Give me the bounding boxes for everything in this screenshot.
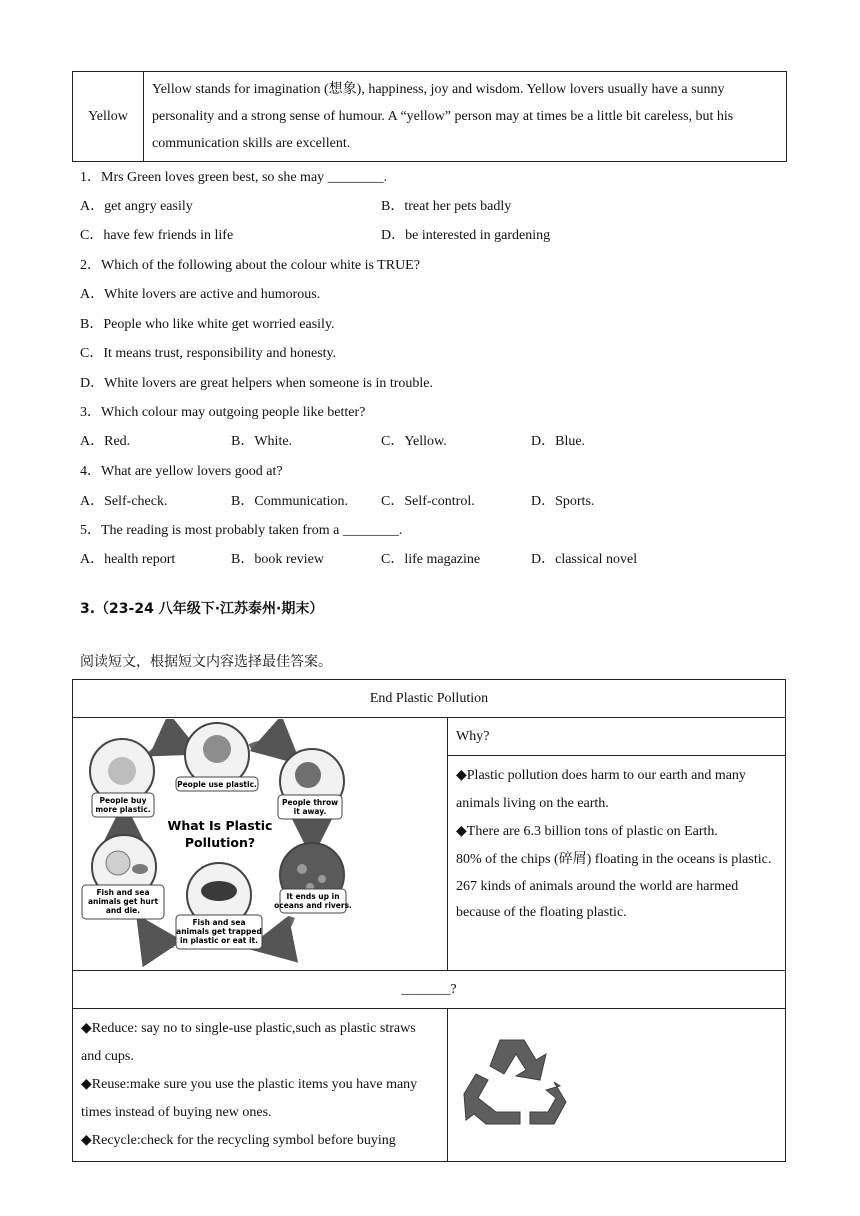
diagram-title bbox=[168, 818, 273, 850]
question-1: 1．Mrs Green loves green best, so she may ________. bbox=[80, 170, 388, 185]
section-instruction: 阅读短文，根据短文内容选择最佳答案。 bbox=[80, 654, 332, 670]
question-2: 2．Which of the following about the colour white is TRUE? bbox=[80, 258, 420, 273]
why-point: ◆Plastic pollution does harm to our earth and many animals living on the earth. bbox=[456, 768, 746, 812]
how-point: ◆Reuse:make sure you use the plastic items you have many times instead of buying new ones. bbox=[81, 1077, 418, 1120]
q2-option-b[interactable]: B．People who like white get worried easily. bbox=[80, 317, 335, 332]
svg-text:It ends up in: It ends up in bbox=[286, 892, 340, 901]
step-throw-away bbox=[278, 749, 344, 819]
q1-option-c[interactable]: C．have few friends in life bbox=[80, 228, 234, 243]
cycle-arrow bbox=[146, 929, 174, 945]
question-4: 4．What are yellow lovers good at? bbox=[80, 464, 283, 479]
color-description: Yellow stands for imagination (想象), happiness, joy and wisdom. Yellow lovers usually have a sunny personality and a strong sense of humour. A “yellow” person may at times be a little bit careless, but his communication skills are excellent. bbox=[144, 72, 787, 162]
recycle-cell bbox=[448, 1009, 786, 1162]
question-5: 5．The reading is most probably taken from a ________. bbox=[80, 523, 403, 538]
q5-option-c[interactable]: C．life magazine bbox=[381, 552, 481, 567]
q2-option-c[interactable]: C．It means trust, responsibility and honesty. bbox=[80, 346, 337, 361]
q3-option-c[interactable]: C．Yellow. bbox=[381, 434, 447, 449]
svg-text:Pollution?: Pollution? bbox=[184, 835, 256, 850]
q2-option-d[interactable]: D．White lovers are great helpers when someone is in trouble. bbox=[80, 376, 434, 391]
q4-option-b[interactable]: B．Communication. bbox=[231, 494, 349, 509]
blank-heading: _______? bbox=[73, 971, 786, 1009]
q5-option-a[interactable]: A．health report bbox=[80, 552, 176, 567]
q3-option-b[interactable]: B．White. bbox=[231, 434, 293, 449]
svg-text:animals get trapped: animals get trapped bbox=[176, 927, 262, 936]
q4-option-d[interactable]: D．Sports. bbox=[531, 494, 595, 509]
question-3: 3．Which colour may outgoing people like better? bbox=[80, 405, 366, 420]
svg-text:in plastic or eat it.: in plastic or eat it. bbox=[179, 936, 259, 945]
svg-text:Fish and sea: Fish and sea bbox=[96, 888, 150, 897]
q5-option-d[interactable]: D．classical novel bbox=[531, 552, 638, 567]
step-trapped bbox=[176, 863, 262, 949]
q1-option-d[interactable]: D．be interested in gardening bbox=[381, 228, 551, 243]
yellow-table bbox=[72, 71, 787, 162]
step-oceans bbox=[274, 843, 352, 913]
how-point: ◆Reduce: say no to single-use plastic,such as plastic straws and cups. bbox=[81, 1021, 416, 1064]
step-hurt-die bbox=[82, 835, 164, 919]
why-point: 267 kinds of animals around the world are harmed because of the floating plastic. bbox=[456, 879, 739, 921]
q3-option-d[interactable]: D．Blue. bbox=[531, 434, 586, 449]
cycle-arrow bbox=[146, 744, 186, 759]
why-label: Why? bbox=[448, 718, 786, 756]
q4-option-c[interactable]: C．Self-control. bbox=[381, 494, 475, 509]
how-cell bbox=[73, 1009, 448, 1162]
svg-text:oceans and rivers.: oceans and rivers. bbox=[274, 901, 352, 910]
svg-text:animals get hurt: animals get hurt bbox=[87, 897, 159, 906]
how-point: ◆Recycle:check for the recycling symbol before buying bbox=[81, 1133, 396, 1148]
recycle-icon bbox=[456, 1028, 580, 1138]
q4-option-a[interactable]: A．Self-check. bbox=[80, 494, 168, 509]
why-cell bbox=[448, 756, 786, 971]
svg-text:Fish and sea: Fish and sea bbox=[192, 918, 246, 927]
svg-text:What Is Plastic: What Is Plastic bbox=[167, 818, 273, 833]
cycle-arrow bbox=[264, 917, 292, 945]
q2-option-a[interactable]: A．White lovers are active and humorous. bbox=[80, 287, 321, 302]
q3-option-a[interactable]: A．Red. bbox=[80, 434, 131, 449]
section-title: 3.（23-24 八年级下·江苏泰州·期末） bbox=[80, 601, 324, 617]
step-use-plastic bbox=[176, 723, 258, 791]
svg-text:People buy: People buy bbox=[99, 796, 147, 805]
color-label: Yellow bbox=[73, 72, 144, 162]
svg-text:it away.: it away. bbox=[293, 807, 327, 816]
why-point: ◆There are 6.3 billion tons of plastic on Earth. bbox=[456, 824, 718, 840]
cycle-arrow bbox=[250, 743, 288, 753]
why-point: 80% of the chips (碎屑) floating in the oceans is plastic. bbox=[456, 852, 772, 868]
step-buy-plastic bbox=[90, 739, 154, 817]
q5-option-b[interactable]: B．book review bbox=[231, 552, 324, 567]
svg-text:People throw: People throw bbox=[281, 798, 339, 807]
plastic-pollution-diagram bbox=[74, 719, 446, 969]
svg-text:People use plastic.: People use plastic. bbox=[177, 780, 257, 789]
svg-text:more plastic.: more plastic. bbox=[95, 805, 151, 814]
svg-text:and die.: and die. bbox=[105, 906, 141, 915]
passage-table bbox=[72, 679, 786, 1162]
passage-heading: End Plastic Pollution bbox=[73, 680, 786, 718]
q1-option-b[interactable]: B．treat her pets badly bbox=[381, 199, 512, 214]
diagram-cell bbox=[73, 718, 448, 971]
q1-option-a[interactable]: A．get angry easily bbox=[80, 199, 193, 214]
